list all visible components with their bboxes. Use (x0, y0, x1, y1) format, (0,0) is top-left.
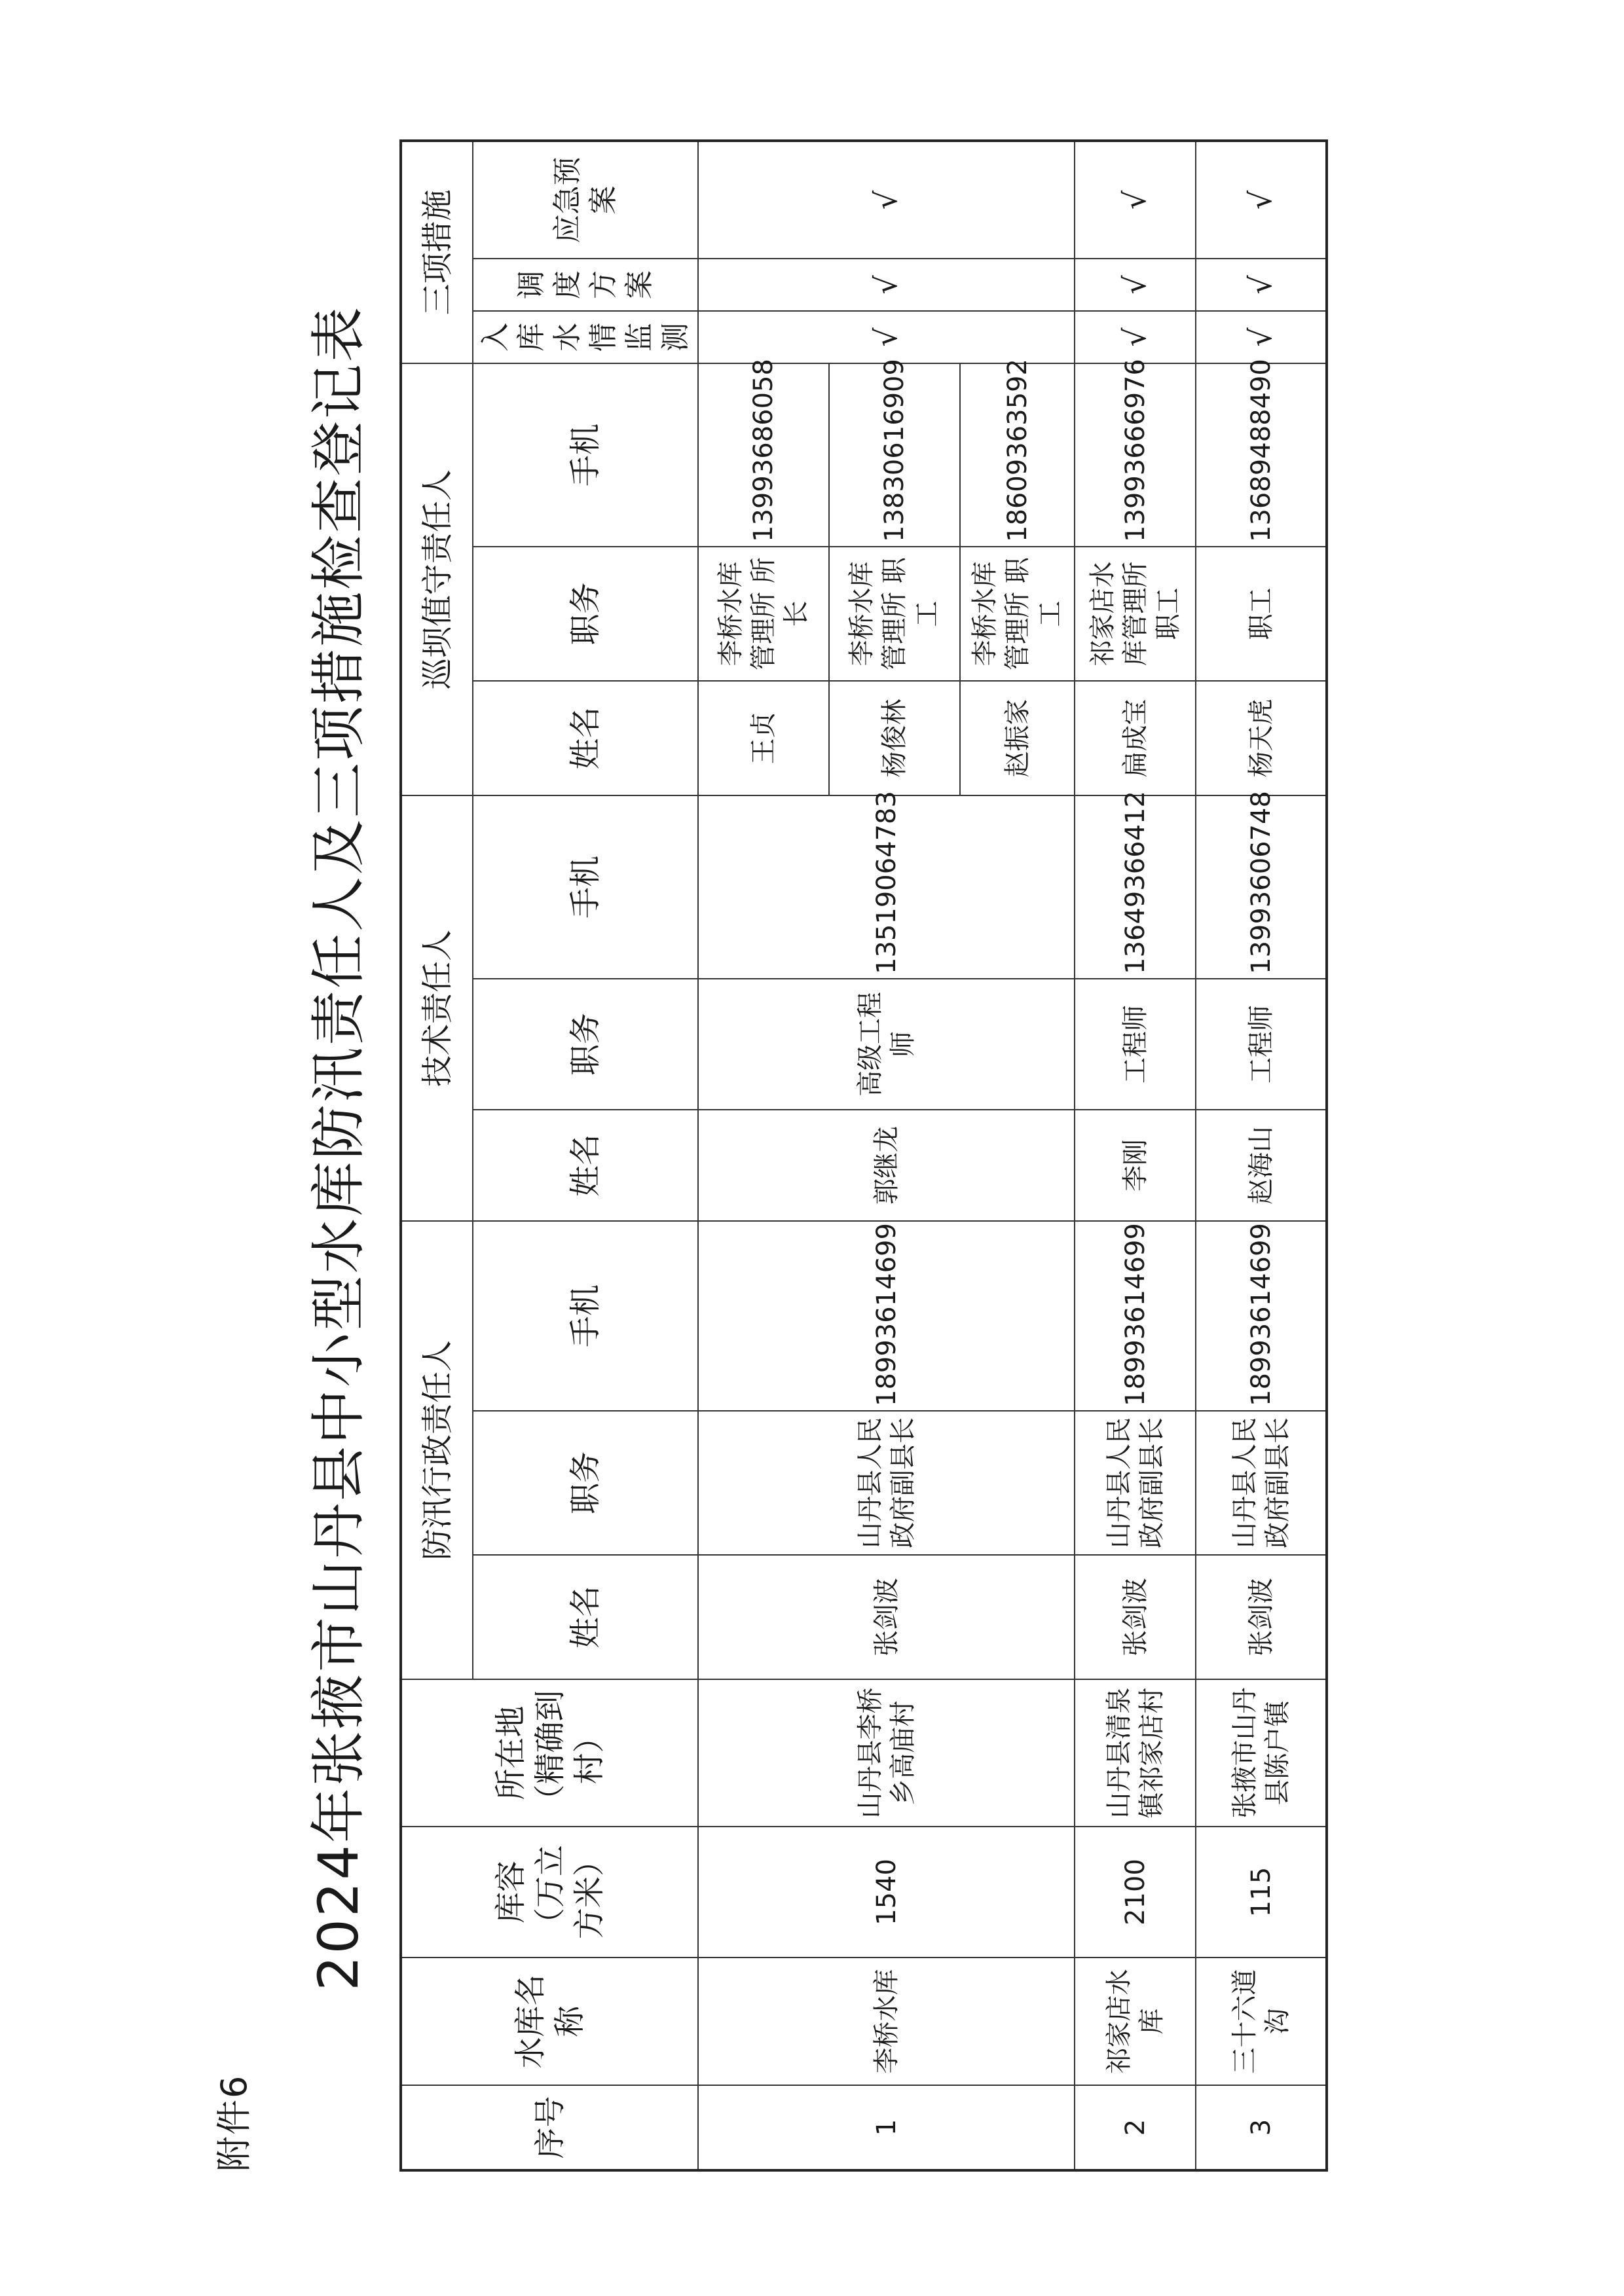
header-admin-group: 防汛行政责任人 (401, 1221, 473, 1679)
header-measure-dispatch: 调度方案 (473, 259, 698, 311)
table-row (1075, 141, 1196, 2170)
cell-admin-name: 张剑波 (698, 1555, 1075, 1679)
cell-location: 山丹县清泉镇祁家店村 (1075, 1679, 1196, 1827)
header-patrol-phone: 手机 (473, 363, 698, 547)
cell-admin-phone: 18993614699 (1196, 1221, 1327, 1411)
header-reservoir-name: 水库名称 (401, 1958, 698, 2085)
table-row (698, 141, 829, 2170)
cell-patrol-name: 杨俊林 (829, 681, 960, 795)
cell-capacity: 115 (1196, 1827, 1327, 1958)
header-patrol-group: 巡坝值守责任人 (401, 363, 473, 795)
cell-tech-phone: 13649366412 (1075, 795, 1196, 979)
cell-capacity: 1540 (698, 1827, 1075, 1958)
cell-patrol-phone: 13689488490 (1196, 363, 1327, 547)
cell-tech-name: 赵海山 (1196, 1110, 1327, 1221)
cell-tech-position: 工程师 (1196, 979, 1327, 1110)
cell-admin-position: 山丹县人民政府副县长 (698, 1411, 1075, 1555)
header-seq: 序号 (401, 2085, 698, 2170)
cell-measure-dispatch: √ (698, 259, 1075, 311)
cell-measure-monitor: √ (1075, 311, 1196, 363)
header-tech-group: 技术责任人 (401, 795, 473, 1221)
cell-tech-name: 郭继龙 (698, 1110, 1075, 1221)
cell-seq: 3 (1196, 2085, 1327, 2170)
header-tech-name: 姓名 (473, 1110, 698, 1221)
header-admin-position: 职务 (473, 1411, 698, 1555)
cell-tech-phone: 13519064783 (698, 795, 1075, 979)
cell-patrol-position: 李桥水库管理所 所长 (698, 547, 829, 681)
cell-patrol-phone: 13830616909 (829, 363, 960, 547)
header-admin-name: 姓名 (473, 1555, 698, 1679)
cell-patrol-phone: 18609363592 (960, 363, 1075, 547)
cell-patrol-phone: 13993686058 (698, 363, 829, 547)
cell-patrol-phone: 13993666976 (1075, 363, 1196, 547)
table-row (1196, 141, 1327, 2170)
header-measure-monitor: 入库水情监测 (473, 311, 698, 363)
registration-table (399, 139, 1328, 2172)
attachment-label: 附件6 (213, 2074, 255, 2172)
cell-seq: 2 (1075, 2085, 1196, 2170)
cell-patrol-position: 祁家店水库管理所职工 (1075, 547, 1196, 681)
cell-seq: 1 (698, 2085, 1075, 2170)
cell-admin-phone: 18993614699 (1075, 1221, 1196, 1411)
cell-patrol-position: 李桥水库管理所 职工 (960, 547, 1075, 681)
cell-measure-emergency: √ (1075, 141, 1196, 259)
cell-reservoir-name: 三十六道沟 (1196, 1958, 1327, 2085)
cell-measure-emergency: √ (1196, 141, 1327, 259)
cell-admin-name: 张剑波 (1196, 1555, 1327, 1679)
cell-admin-position: 山丹县人民政府副县长 (1196, 1411, 1327, 1555)
header-tech-phone: 手机 (473, 795, 698, 979)
cell-patrol-name: 王贞 (698, 681, 829, 795)
cell-location: 山丹县李桥乡高庙村 (698, 1679, 1075, 1827)
cell-tech-phone: 13993606748 (1196, 795, 1327, 979)
cell-patrol-name: 杨天虎 (1196, 681, 1327, 795)
header-measure-emergency: 应急预案 (473, 141, 698, 259)
page-title: 2024年张掖市山丹县中小型水库防汛责任人及三项措施检查登记表 (306, 305, 371, 1991)
cell-tech-position: 工程师 (1075, 979, 1196, 1110)
header-measures-group: 三项措施 (401, 141, 473, 363)
cell-patrol-name: 赵振家 (960, 681, 1075, 795)
cell-tech-position: 高级工程师 (698, 979, 1075, 1110)
cell-location: 张掖市山丹县陈户镇 (1196, 1679, 1327, 1827)
cell-measure-dispatch: √ (1196, 259, 1327, 311)
header-tech-position: 职务 (473, 979, 698, 1110)
cell-patrol-position: 职工 (1196, 547, 1327, 681)
cell-measure-monitor: √ (1196, 311, 1327, 363)
cell-tech-name: 李刚 (1075, 1110, 1196, 1221)
header-location: 所在地（精确到村） (401, 1679, 698, 1827)
cell-measure-dispatch: √ (1075, 259, 1196, 311)
cell-admin-position: 山丹县人民政府副县长 (1075, 1411, 1196, 1555)
cell-measure-monitor: √ (698, 311, 1075, 363)
header-admin-phone: 手机 (473, 1221, 698, 1411)
cell-reservoir-name: 祁家店水库 (1075, 1958, 1196, 2085)
cell-capacity: 2100 (1075, 1827, 1196, 1958)
cell-patrol-position: 李桥水库管理所 职工 (829, 547, 960, 681)
cell-admin-name: 张剑波 (1075, 1555, 1196, 1679)
cell-measure-emergency: √ (698, 141, 1075, 259)
cell-admin-phone: 18993614699 (698, 1221, 1075, 1411)
header-patrol-position: 职务 (473, 547, 698, 681)
cell-patrol-name: 扁成宝 (1075, 681, 1196, 795)
header-capacity: 库容（万立方米） (401, 1827, 698, 1958)
header-patrol-name: 姓名 (473, 681, 698, 795)
cell-reservoir-name: 李桥水库 (698, 1958, 1075, 2085)
